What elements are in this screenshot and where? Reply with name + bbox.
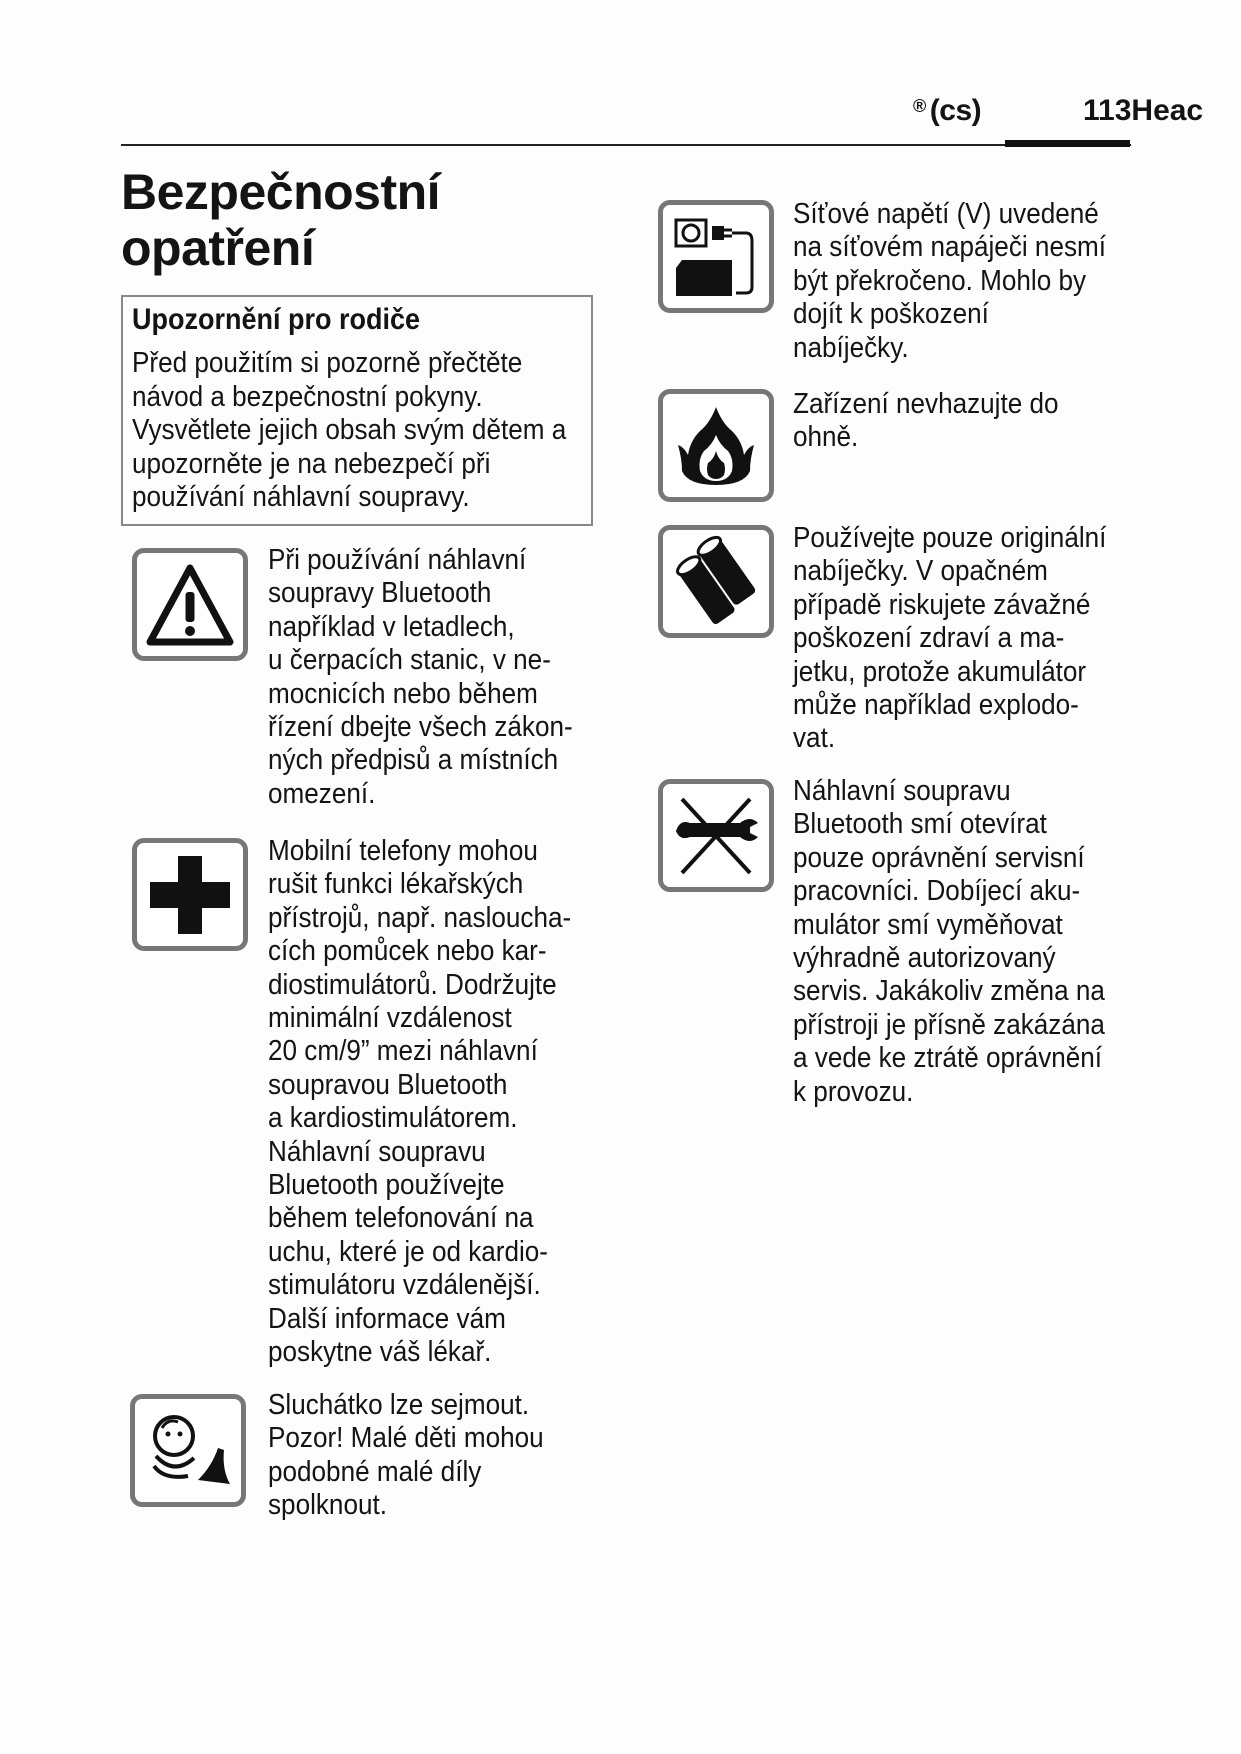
battery-icon <box>658 525 774 638</box>
header-page-number: 113Heac <box>1083 94 1204 127</box>
child-choking-icon <box>130 1394 246 1507</box>
notice-text: Před použitím si pozorně přečtěte návod a bezpečnostní pokyny. Vysvětlete jejich obsah svým dětem a upozorněte je na nebezpečí při používání náhlavní soupravy. <box>132 347 567 513</box>
no-tools-icon <box>658 779 774 892</box>
medical-cross-icon <box>132 838 248 951</box>
parent-notice-box <box>121 295 593 526</box>
charger-text: Používejte pouze originální nabíječky. V opačném případě riskujete závažné poškození zdraví a ma- jetku, protože akumulátor může například explodo- vat. <box>793 522 1107 755</box>
page-title: Bezpečnostní opatření <box>121 164 441 276</box>
notice-title: Upozornění pro rodiče <box>132 303 421 336</box>
fire-icon <box>658 389 774 502</box>
header-rule <box>121 144 1131 146</box>
small-parts-text: Sluchátko lze sejmout. Pozor! Malé děti mohou podobné malé díly spolknout. <box>268 1389 544 1522</box>
header-language: ® (cs) <box>913 94 982 127</box>
power-supply-icon <box>658 200 774 313</box>
warning-text: Při používání náhlavní soupravy Bluetooth například v letadlech, u čerpacích stanic, v ne- mocnicích nebo během řízení dbejte všech zákon- ných předpisů a místních omezení. <box>268 544 573 810</box>
voltage-text: Síťové napětí (V) uvedené na síťovém napáječi nesmí být překročeno. Mohlo by dojít k poškození nabíječky. <box>793 198 1107 364</box>
warning-icon <box>132 548 248 661</box>
service-text: Náhlavní soupravu Bluetooth smí otevírat pouze oprávnění servisní pracovníci. Dobíjecí aku- mulátor smí vyměňovat výhradně autorizovaný servis. Jakákoliv změna na přístroji je přísně zakázána a vede ke ztrátě oprávnění k provozu. <box>793 775 1105 1108</box>
fire-text: Zařízení nevhazujte do ohně. <box>793 388 1059 454</box>
registered-mark: ® <box>913 96 926 116</box>
header-rule-accent <box>1005 140 1130 147</box>
medical-text: Mobilní telefony mohou rušit funkci lékařských přístrojů, např. naslouchа- cích pomůcek nebo kar- diostimulátorů. Dodržujte minimální vzdálenost 20 cm/9” mezi náhlavní soupravou Bluetooth a kardiostimulátorem. Náhlavní soupravu Bluetooth používejte během telefonování na uchu, které je od kardio- stimulátoru vzdálenější. Další informace vám poskytne váš lékař. <box>268 835 572 1369</box>
